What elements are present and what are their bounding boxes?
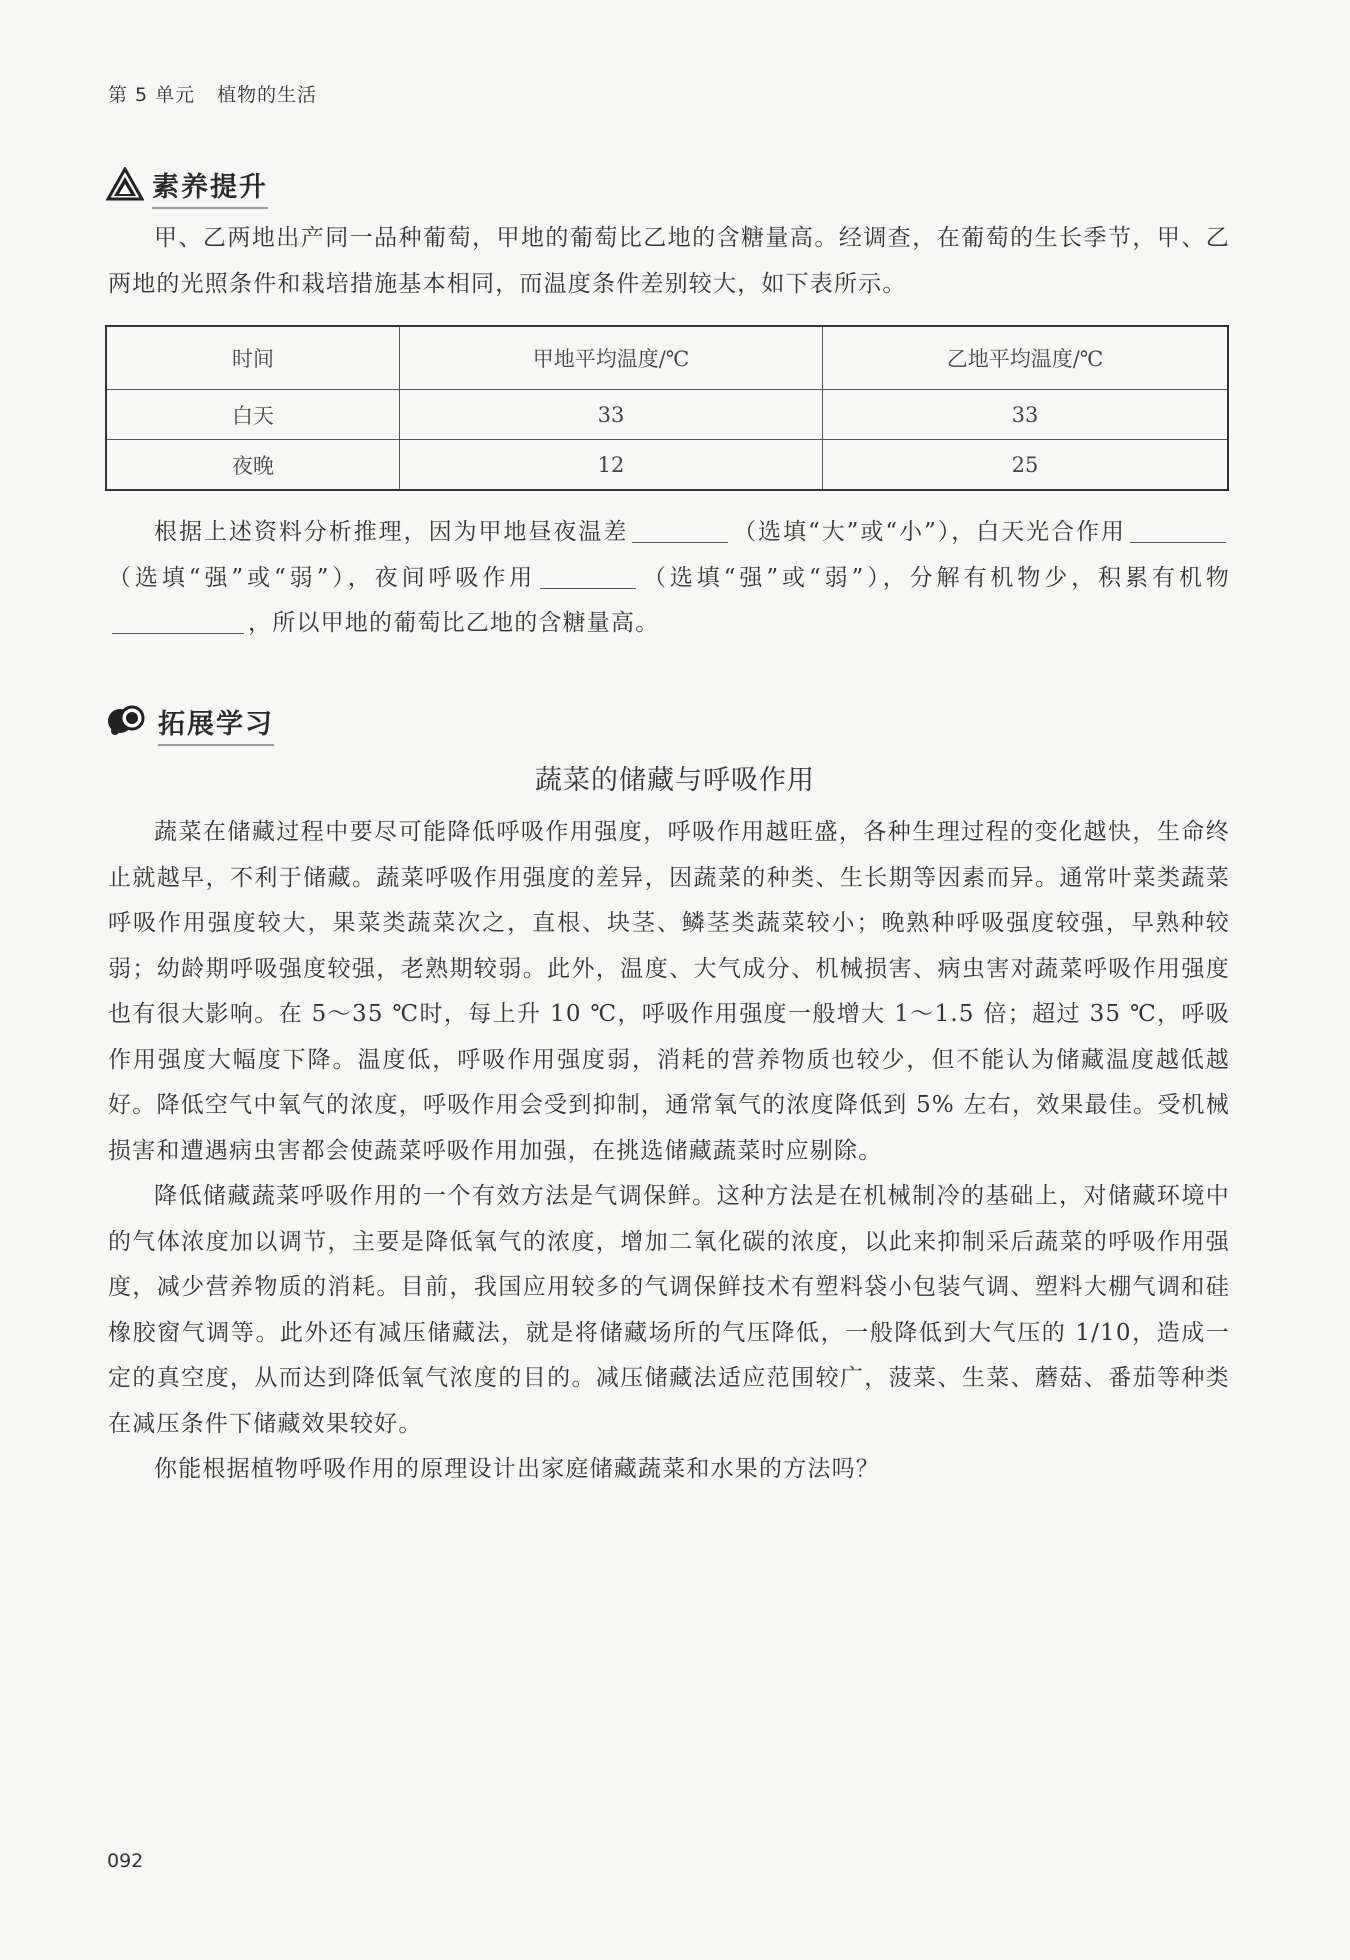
answer-blank[interactable] [1130, 519, 1226, 543]
table-row [106, 390, 1228, 440]
article-paragraph: 蔬菜在储藏过程中要尽可能降低呼吸作用强度，呼吸作用越旺盛，各种生理过程的变化越快，生命终止就越早，不利于储藏。蔬菜呼吸作用强度的差异，因蔬菜的种类、生长期等因素而异。通常叶菜类蔬菜呼吸作用强度较大，果菜类蔬菜次之，直根、块茎、鳞茎类蔬菜较小；晚熟种呼吸强度较强，早熟种较弱；幼龄期呼吸强度较强，老熟期较弱。此外，温度、大气成分、机械损害、病虫害对蔬菜呼吸作用强度也有很大影响。在 5～35 ℃时，每上升 10 ℃，呼吸作用强度一般增大 1～1.5 倍；超过 35 ℃，呼吸作用强度大幅度下降。温度低，呼吸作用强度弱，消耗的营养物质也较少，但不能认为储藏温度越低越好。降低空气中氧气的浓度，呼吸作用会受到抑制，通常氧气的浓度降低到 5% 左右，效果最佳。受机械损害和遭遇病虫害都会使蔬菜呼吸作用加强，在挑选储藏蔬菜时应剔除。 [108, 819, 1230, 1164]
table-cell: 25 [823, 440, 1229, 491]
unit-topic: 植物的生活 [217, 84, 318, 106]
question-text: ，所以甲地的葡萄比乙地的含糖量高。 [248, 610, 660, 636]
section-title: 拓展学习 [158, 702, 274, 746]
article-paragraph: 降低储藏蔬菜呼吸作用的一个有效方法是气调保鲜。这种方法是在机械制冷的基础上，对储藏环境中的气体浓度加以调节，主要是降低氧气的浓度，增加二氧化碳的浓度，以此来抑制采后蔬菜的呼吸作用强度，减少营养物质的消耗。目前，我国应用较多的气调保鲜技术有塑料袋小包装气调、塑料大棚气调和硅橡胶窗气调等。此外还有减压储藏法，就是将储藏场所的气压降低，一般降低到大气压的 1/10，造成一定的真空度，从而达到降低氧气浓度的目的。减压储藏法适应范围较广，菠菜、生菜、蘑菇、番茄等种类在减压条件下储藏效果较好。 [108, 1183, 1230, 1437]
table-cell: 白天 [106, 390, 400, 440]
table-header-cell: 甲地平均温度/℃ [400, 326, 823, 390]
table-cell: 33 [400, 390, 823, 440]
question-text: （选填“强”或“弱”），夜间呼吸作用 [108, 564, 537, 591]
table-row [106, 440, 1228, 491]
answer-blank[interactable] [632, 519, 728, 543]
temperature-table [105, 325, 1229, 491]
section-heading-literacy [106, 165, 268, 209]
table-header-row [106, 326, 1228, 390]
table-cell: 夜晚 [106, 440, 400, 491]
magnifier-circles-icon [106, 704, 150, 745]
article-question: 你能根据植物呼吸作用的原理设计出家庭储藏蔬菜和水果的方法吗？ [154, 1456, 880, 1482]
warning-triangle-icon [106, 167, 144, 208]
article-title: 蔬菜的储藏与呼吸作用 [535, 765, 815, 796]
section-heading-extension [106, 702, 274, 746]
question-text: （选填“强”或“弱”），分解有机物少，积累有机物 [640, 564, 1230, 591]
table-cell: 33 [823, 390, 1229, 440]
article-body [108, 810, 1230, 1493]
page-number: 092 [107, 1850, 144, 1872]
answer-blank[interactable] [540, 565, 636, 589]
answer-blank[interactable] [112, 610, 244, 634]
section-title: 素养提升 [152, 165, 268, 209]
table-header-cell: 时间 [106, 326, 400, 390]
intro-paragraph: 甲、乙两地出产同一品种葡萄，甲地的葡萄比乙地的含糖量高。经调查，在葡萄的生长季节，甲、乙两地的光照条件和栽培措施基本相同，而温度条件差别较大，如下表所示。 [108, 225, 1230, 297]
running-head [108, 80, 317, 107]
table-header-cell: 乙地平均温度/℃ [823, 326, 1229, 390]
unit-label: 第 5 单元 [108, 84, 196, 106]
question-text: 根据上述资料分析推理，因为甲地昼夜温差 [154, 519, 629, 545]
question-text: （选填“大”或“小”），白天光合作用 [732, 519, 1126, 545]
fill-in-question [108, 510, 1230, 647]
table-cell: 12 [400, 440, 823, 491]
